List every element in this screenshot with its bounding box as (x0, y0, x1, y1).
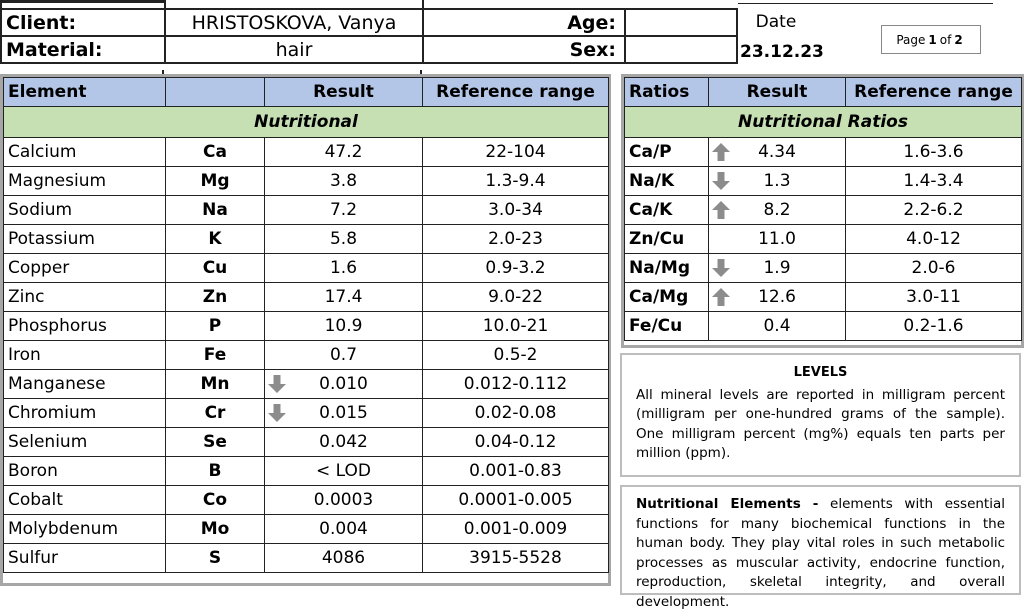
col-reference-range: Reference range (423, 78, 609, 107)
element-result-cell (265, 486, 423, 515)
ratio-name: Zn/Cu (625, 225, 709, 254)
ratio-name: Ca/Mg (625, 283, 709, 312)
element-symbol: Cr (166, 399, 265, 428)
element-row (4, 312, 609, 341)
arrow-up-icon (711, 200, 731, 220)
element-symbol: Se (166, 428, 265, 457)
ratio-row (625, 167, 1022, 196)
element-result: 0.0003 (313, 490, 374, 510)
page-current: 1 (928, 32, 937, 47)
ratio-range: 1.4-3.4 (846, 167, 1022, 196)
ratio-result: 11.0 (758, 229, 796, 249)
ratio-result: 4.34 (758, 142, 796, 162)
element-result-cell (265, 283, 423, 312)
element-result-cell (265, 457, 423, 486)
element-symbol: Mo (166, 515, 265, 544)
element-name: Zinc (4, 283, 166, 312)
ratio-row (625, 254, 1022, 283)
element-range: 10.0-21 (423, 312, 609, 341)
element-result: 0.004 (319, 519, 368, 539)
element-result: 5.8 (329, 229, 358, 249)
date-value: 23.12.23 (740, 42, 824, 62)
ratios-header-row (625, 78, 1022, 107)
element-row (4, 457, 609, 486)
arrow-down-icon (267, 374, 287, 394)
element-name: Iron (4, 341, 166, 370)
page-indicator (881, 25, 981, 54)
age-label: Age: (423, 9, 625, 36)
element-symbol: K (166, 225, 265, 254)
element-row (4, 254, 609, 283)
ratio-result-cell (709, 254, 846, 283)
col-element: Element (4, 78, 166, 107)
nutritional-term: Nutritional Elements - (636, 496, 819, 512)
arrow-down-icon (711, 258, 731, 278)
element-row (4, 283, 609, 312)
client-row (1, 9, 737, 36)
element-range: 0.5-2 (423, 341, 609, 370)
col-ratio-result: Result (709, 78, 846, 107)
elements-table-frame (0, 74, 611, 586)
element-range: 9.0-22 (423, 283, 609, 312)
element-row (4, 225, 609, 254)
element-name: Cobalt (4, 486, 166, 515)
element-row (4, 196, 609, 225)
element-result-cell (265, 225, 423, 254)
element-name: Boron (4, 457, 166, 486)
element-result: 7.2 (329, 200, 358, 220)
element-result-cell (265, 167, 423, 196)
ratio-name: Ca/P (625, 138, 709, 167)
element-result-cell (265, 341, 423, 370)
levels-info-box (620, 353, 1021, 477)
element-symbol: Co (166, 486, 265, 515)
material-row (1, 36, 737, 63)
element-symbol: Cu (166, 254, 265, 283)
col-ratio-reference-range: Reference range (846, 78, 1022, 107)
element-symbol: Fe (166, 341, 265, 370)
element-range: 0.001-0.83 (423, 457, 609, 486)
ratio-range: 2.0-6 (846, 254, 1022, 283)
client-label: Client: (1, 9, 165, 36)
arrow-up-icon (711, 287, 731, 307)
element-row (4, 167, 609, 196)
ratio-range: 1.6-3.6 (846, 138, 1022, 167)
element-symbol: Mn (166, 370, 265, 399)
element-range: 0.02-0.08 (423, 399, 609, 428)
element-name: Phosphorus (4, 312, 166, 341)
element-row (4, 370, 609, 399)
element-row (4, 544, 609, 573)
arrow-down-icon (267, 403, 287, 423)
element-name: Potassium (4, 225, 166, 254)
ratio-range: 4.0-12 (846, 225, 1022, 254)
sex-value (625, 36, 737, 63)
elements-header-row (4, 78, 609, 107)
client-info-table (0, 8, 738, 64)
ratios-table-frame (621, 74, 1024, 348)
element-result: < LOD (316, 461, 371, 481)
levels-title: LEVELS (793, 365, 848, 380)
group-nutritional-ratios: Nutritional Ratios (625, 107, 1022, 138)
ratio-name: Ca/K (625, 196, 709, 225)
element-symbol: S (166, 544, 265, 573)
element-row (4, 399, 609, 428)
element-name: Sulfur (4, 544, 166, 573)
element-result-cell (265, 196, 423, 225)
ratio-result-cell (709, 225, 846, 254)
element-range: 1.3-9.4 (423, 167, 609, 196)
element-result-cell (265, 312, 423, 341)
element-result: 0.042 (319, 432, 368, 452)
element-range: 0.9-3.2 (423, 254, 609, 283)
ratio-result: 0.4 (763, 316, 791, 336)
ratio-name: Fe/Cu (625, 312, 709, 341)
element-result-cell (265, 138, 423, 167)
ratio-result: 1.3 (763, 171, 791, 191)
element-result: 47.2 (324, 142, 363, 162)
page-prefix: Page (896, 32, 926, 47)
ratios-table (624, 77, 1022, 341)
element-result: 0.7 (329, 345, 358, 365)
date-label: Date (755, 12, 797, 32)
element-row (4, 341, 609, 370)
ratio-row (625, 283, 1022, 312)
elements-group-row (4, 107, 609, 138)
ratio-name: Na/K (625, 167, 709, 196)
element-result-cell (265, 370, 423, 399)
element-symbol: Na (166, 196, 265, 225)
element-result-cell (265, 544, 423, 573)
element-range: 3.0-34 (423, 196, 609, 225)
element-range: 0.012-0.112 (423, 370, 609, 399)
ratio-result: 8.2 (763, 200, 791, 220)
ratio-result-cell (709, 283, 846, 312)
element-range: 0.0001-0.005 (423, 486, 609, 515)
element-result: 0.015 (319, 403, 368, 423)
element-result-cell (265, 515, 423, 544)
ratio-row (625, 312, 1022, 341)
element-result: 0.010 (319, 374, 368, 394)
element-row (4, 138, 609, 167)
element-result: 3.8 (329, 171, 358, 191)
nutritional-info-box (620, 485, 1021, 610)
group-nutritional: Nutritional (4, 107, 609, 138)
page-of: of (939, 32, 952, 47)
element-result-cell (265, 399, 423, 428)
element-result-cell (265, 428, 423, 457)
ratio-row (625, 196, 1022, 225)
client-value: HRISTOSKOVA, Vanya (165, 9, 423, 36)
elements-table (3, 77, 609, 573)
element-range: 22-104 (423, 138, 609, 167)
element-result: 4086 (321, 548, 366, 568)
ratio-row (625, 225, 1022, 254)
element-range: 0.001-0.009 (423, 515, 609, 544)
col-symbol (166, 78, 265, 107)
element-symbol: Ca (166, 138, 265, 167)
element-result: 10.9 (324, 316, 363, 336)
element-row (4, 428, 609, 457)
element-name: Sodium (4, 196, 166, 225)
element-symbol: Mg (166, 167, 265, 196)
material-value: hair (165, 36, 423, 63)
nutritional-text: elements with essential functions for many biochemical functions in the human body. They play vital roles in such metabolic processes as muscular activity, endocrine function, reproduction, skeletal integrity, and overall development. (636, 496, 1005, 610)
sex-label: Sex: (423, 36, 625, 63)
col-result: Result (265, 78, 423, 107)
header-right-line (738, 0, 993, 4)
element-symbol: Zn (166, 283, 265, 312)
arrow-up-icon (711, 142, 731, 162)
element-result: 17.4 (324, 287, 363, 307)
element-row (4, 486, 609, 515)
element-name: Magnesium (4, 167, 166, 196)
ratio-result: 1.9 (763, 258, 791, 278)
ratio-result-cell (709, 196, 846, 225)
ratio-range: 3.0-11 (846, 283, 1022, 312)
age-value (625, 9, 737, 36)
element-result: 1.6 (329, 258, 358, 278)
element-name: Manganese (4, 370, 166, 399)
element-name: Molybdenum (4, 515, 166, 544)
ratio-result-cell (709, 167, 846, 196)
ratio-result-cell (709, 312, 846, 341)
element-range: 3915-5528 (423, 544, 609, 573)
element-range: 2.0-23 (423, 225, 609, 254)
col-ratios: Ratios (625, 78, 709, 107)
ratios-group-row (625, 107, 1022, 138)
ratio-row (625, 138, 1022, 167)
ratio-result-cell (709, 138, 846, 167)
element-range: 0.04-0.12 (423, 428, 609, 457)
element-name: Chromium (4, 399, 166, 428)
levels-text: All mineral levels are reported in milligram percent (milligram per one-hundred grams of the sample). One milligram percent (mg%) equals ten parts per million (ppm). (636, 386, 1005, 461)
element-row (4, 515, 609, 544)
page-total: 2 (954, 32, 963, 47)
ratio-result: 12.6 (758, 287, 796, 307)
element-name: Selenium (4, 428, 166, 457)
header-top-line (0, 0, 738, 8)
ratio-range: 0.2-1.6 (846, 312, 1022, 341)
element-symbol: P (166, 312, 265, 341)
arrow-down-icon (711, 171, 731, 191)
ratio-range: 2.2-6.2 (846, 196, 1022, 225)
element-name: Copper (4, 254, 166, 283)
element-symbol: B (166, 457, 265, 486)
element-result-cell (265, 254, 423, 283)
material-label: Material: (1, 36, 165, 63)
ratio-name: Na/Mg (625, 254, 709, 283)
element-name: Calcium (4, 138, 166, 167)
